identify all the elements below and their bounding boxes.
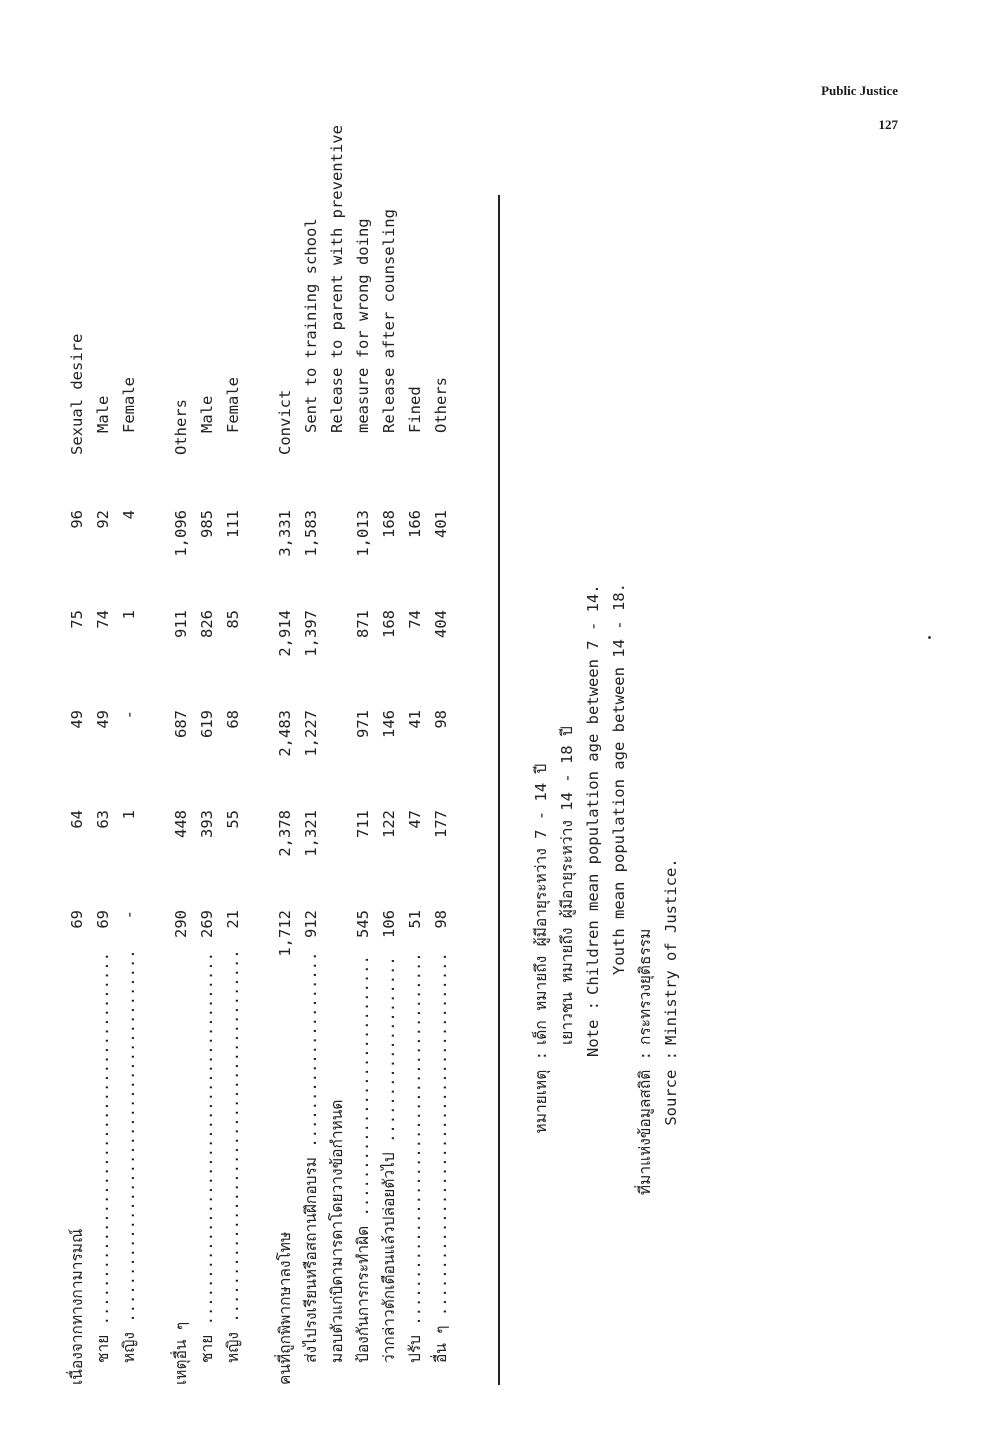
source-en-label: Source : <box>662 1051 680 1126</box>
source-en <box>658 858 684 1126</box>
source-th-label: ที่มาแห่งข้อมูลสถิติ : <box>636 1051 654 1196</box>
cell-value: 912 <box>302 910 320 938</box>
cell-value: 1 <box>120 810 138 820</box>
row-label-en: Release to parent with preventive <box>328 125 346 433</box>
row-label-th: ชาย ..... <box>194 953 220 1385</box>
cell-value: 2,914 <box>276 610 294 657</box>
cell-value: 269 <box>198 910 216 938</box>
cell-value: 1,096 <box>172 510 190 557</box>
cell-value: 4 <box>120 510 138 520</box>
row-label-en: Sent to training school <box>302 218 320 433</box>
table-row <box>350 218 376 1385</box>
cell-value: 1,712 <box>276 910 294 957</box>
cell-value: 63 <box>94 810 112 829</box>
row-label-th: ว่ากล่าวตักเตือนแล้วปล่อยตัวไป ..... <box>376 953 402 1385</box>
cell-value: 1,397 <box>302 610 320 657</box>
table-bottom-rule <box>498 195 500 1385</box>
note-th-1 <box>528 763 554 1134</box>
row-label-en: Female <box>224 377 242 433</box>
cell-value: 98 <box>432 910 450 929</box>
row-label-en: Male <box>94 395 112 433</box>
cell-value: 911 <box>172 610 190 638</box>
cell-value: 68 <box>224 710 242 729</box>
source-en-text: Ministry of Justice. <box>662 858 680 1045</box>
cell-value: 687 <box>172 710 190 738</box>
cell-value: 711 <box>354 810 372 838</box>
table-row <box>298 218 324 1385</box>
cell-value: 3,331 <box>276 510 294 557</box>
table-row <box>402 285 428 1385</box>
row-label-en: Sexual desire <box>68 333 86 455</box>
cell-value: 75 <box>68 610 86 629</box>
cell-value: 1,583 <box>302 510 320 557</box>
row-label-en: Release after counseling <box>380 209 398 433</box>
cell-value: 401 <box>432 510 450 538</box>
rotated-table-area <box>60 125 680 1385</box>
table-row <box>90 285 116 1385</box>
table-row <box>376 209 402 1385</box>
cell-value: 41 <box>406 710 424 729</box>
cell-value: 826 <box>198 610 216 638</box>
cell-value: 49 <box>68 710 86 729</box>
row-label-th: หญิง ..... <box>116 953 142 1385</box>
cell-value: 166 <box>406 510 424 538</box>
cell-value: - <box>120 710 138 720</box>
cell-value: 1,227 <box>302 710 320 757</box>
note-en-1 <box>580 584 606 1057</box>
cell-value: 49 <box>94 710 112 729</box>
cell-value: 1,321 <box>302 810 320 857</box>
row-label-th: มอบตัวแก่บิดามารดาโดยวางข้อกำหนด <box>328 1099 346 1363</box>
stray-mark <box>928 636 931 639</box>
cell-value: 51 <box>406 910 424 929</box>
cell-value: 971 <box>354 710 372 738</box>
cell-value: 47 <box>406 810 424 829</box>
running-title: Public Justice <box>821 83 898 98</box>
cell-value: 448 <box>172 810 190 838</box>
cell-value: 2,483 <box>276 710 294 757</box>
row-label-en: measure for wrong doing <box>354 218 372 433</box>
source-th-text: กระทรวงยุติธรรม <box>636 928 654 1045</box>
cell-value: 96 <box>68 510 86 529</box>
cell-value: 111 <box>224 510 242 538</box>
cell-value: 55 <box>224 810 242 829</box>
cell-value: 122 <box>380 810 398 838</box>
cell-value: 2,378 <box>276 810 294 857</box>
cell-value: 64 <box>68 810 86 829</box>
cell-value: 69 <box>68 910 86 929</box>
table-row <box>194 285 220 1385</box>
table-row <box>324 125 350 1385</box>
row-label-th: อื่น ๆ ..... <box>428 953 454 1385</box>
cell-value: 21 <box>224 910 242 929</box>
note-th-line1: เด็ก หมายถึง ผู้มีอายุระหว่าง 7 - 14 ปี <box>532 763 550 1045</box>
cell-value: 146 <box>380 710 398 738</box>
cell-value: 393 <box>198 810 216 838</box>
note-th-line2: เยาวชน หมายถึง ผู้มีอายุระหว่าง 14 - 18 ปี <box>558 726 576 1045</box>
cell-value: 74 <box>94 610 112 629</box>
cell-value: 98 <box>432 710 450 729</box>
cell-value: 69 <box>94 910 112 929</box>
source-th <box>632 928 658 1196</box>
note-en-2 <box>606 583 632 975</box>
cell-value: - <box>120 910 138 920</box>
cell-value: 74 <box>406 610 424 629</box>
table-group-header <box>272 285 298 1385</box>
cell-value: 871 <box>354 610 372 638</box>
cell-value: 168 <box>380 510 398 538</box>
table-group-header <box>64 285 90 1385</box>
page-number: 127 <box>878 117 898 132</box>
cell-value: 1,013 <box>354 510 372 557</box>
table-row <box>428 285 454 1385</box>
cell-value: 1 <box>120 610 138 620</box>
cell-value: 85 <box>224 610 242 629</box>
row-label-th: เนื่องจากทางกามารมณ์ <box>68 1228 86 1385</box>
cell-value: 619 <box>198 710 216 738</box>
cell-value: 290 <box>172 910 190 938</box>
note-en-line2: Youth mean population age between 14 - 18. <box>610 583 628 975</box>
row-label-en: Convict <box>276 389 294 455</box>
cell-value: 106 <box>380 910 398 938</box>
cell-value: 404 <box>432 610 450 638</box>
table-row <box>116 285 142 1385</box>
note-en-line1: Children mean population age between 7 - 14. <box>584 584 602 995</box>
row-label-en: Fined <box>406 386 424 433</box>
cell-value: 985 <box>198 510 216 538</box>
row-label-th: ชาย ..... <box>90 953 116 1385</box>
row-label-th: ป้องกันการกระทำผิด ..... <box>350 953 376 1385</box>
row-label-th: คนที่ถูกพิพากษาลงโทษ <box>276 1231 294 1385</box>
cell-value: 92 <box>94 510 112 529</box>
row-label-th: ส่งไปรงเรียนหรือสถานฝึกอบรม ..... <box>298 953 324 1385</box>
row-label-th: ปรับ ..... <box>402 953 428 1385</box>
note-th-label: หมายเหตุ : <box>532 1051 550 1134</box>
row-label-en: Female <box>120 377 138 433</box>
row-label-th: เหตุอื่น ๆ <box>172 1321 190 1385</box>
cell-value: 177 <box>432 810 450 838</box>
row-label-en: Others <box>432 377 450 433</box>
cell-value: 168 <box>380 610 398 638</box>
row-label-en: Others <box>172 399 190 455</box>
table-row <box>220 285 246 1385</box>
cell-value: 545 <box>354 910 372 938</box>
table-group-header <box>168 285 194 1385</box>
note-en-label: Note : <box>584 1001 602 1057</box>
row-label-en: Male <box>198 395 216 433</box>
row-label-th: หญิง ..... <box>220 953 246 1385</box>
note-th-2 <box>554 726 580 1045</box>
page-header <box>821 74 898 142</box>
